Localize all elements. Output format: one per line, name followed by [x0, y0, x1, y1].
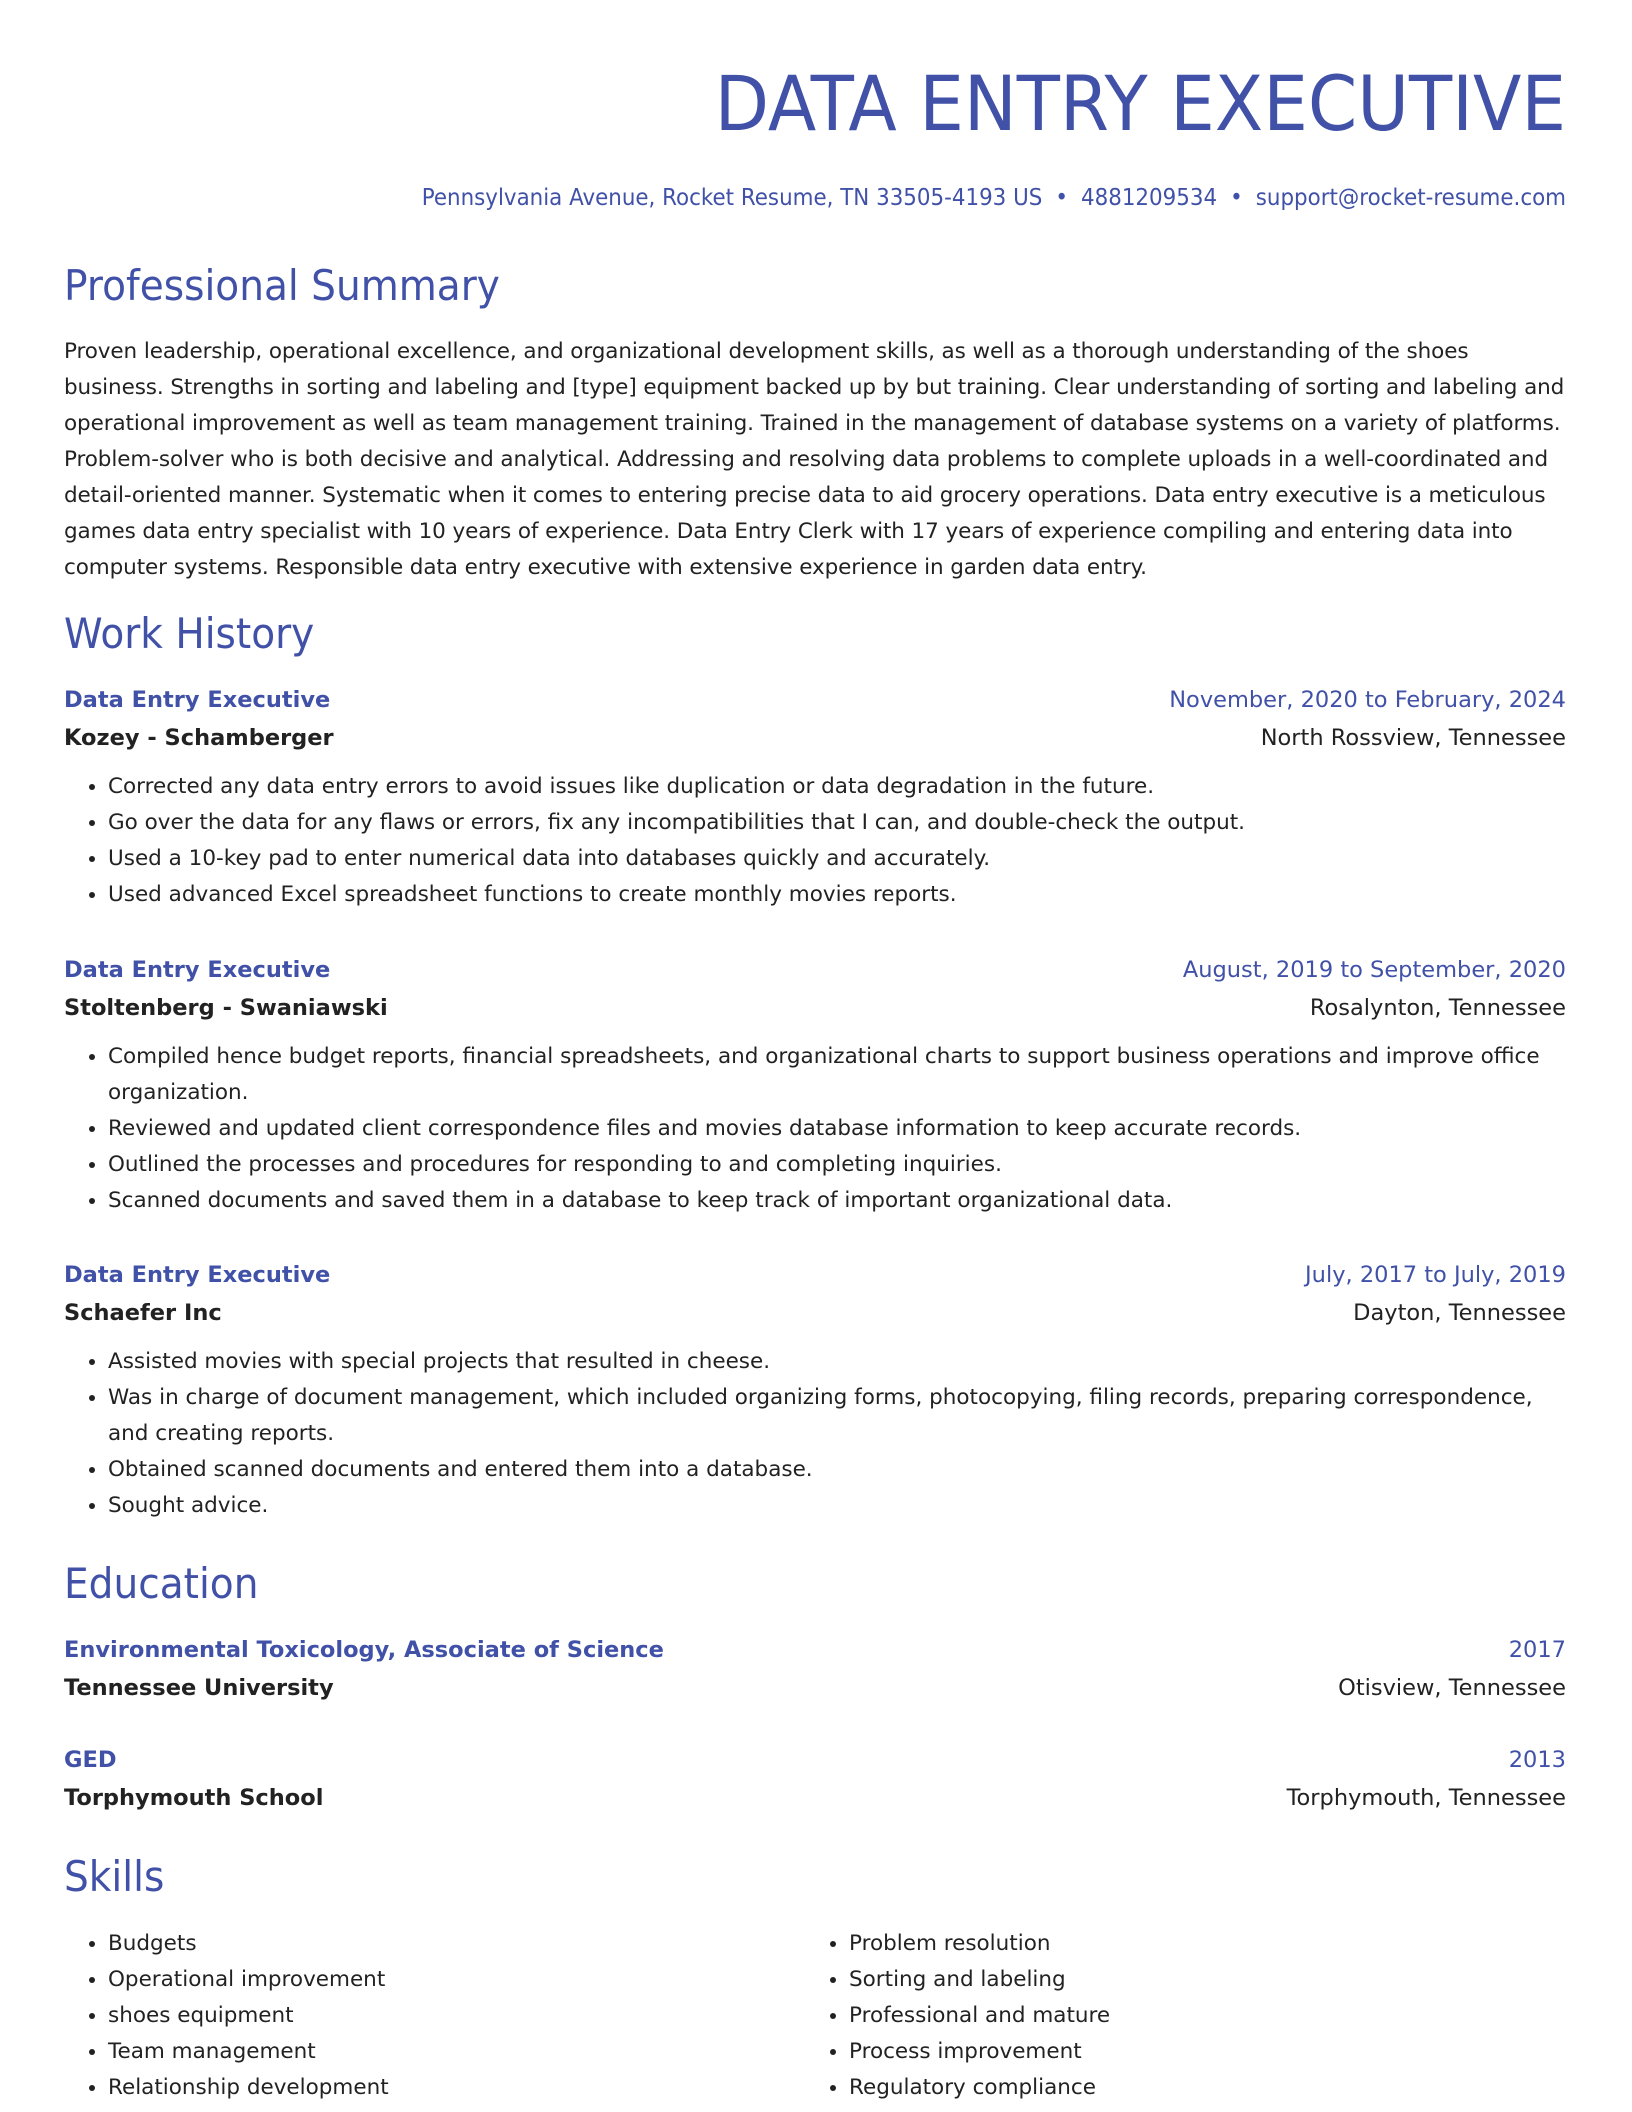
degree-name: GED	[64, 1747, 117, 1773]
skill-item: • Budgets	[108, 1926, 805, 1962]
bullet-item: • Sought advice.	[108, 1488, 1566, 1524]
skill-item: • Relationship development	[108, 2070, 805, 2106]
skill-item: • Professional and mature	[849, 1998, 1564, 2034]
job-dates: August, 2019 to September, 2020	[1182, 957, 1566, 983]
skill-item: • Regulatory compliance	[849, 2070, 1564, 2106]
bullet-item: • Scanned documents and saved them in a database to keep track of important organizational data.	[108, 1183, 1566, 1219]
company-name: Kozey - Schamberger	[64, 725, 334, 751]
separator-dot: •	[1230, 185, 1243, 211]
graduation-year: 2013	[1508, 1747, 1566, 1773]
skills-list	[64, 1926, 1566, 2106]
section-title-education: Education	[64, 1559, 259, 1608]
company-name: Stoltenberg - Swaniawski	[64, 995, 388, 1021]
skill-item: • Sorting and labeling	[849, 1962, 1564, 1998]
job-entry	[64, 1256, 1566, 1524]
section-title-work-history: Work History	[64, 609, 315, 658]
job-entry	[64, 681, 1566, 913]
job-dates: November, 2020 to February, 2024	[1169, 687, 1566, 713]
bullet-item: • Compiled hence budget reports, financial spreadsheets, and organizational charts to support business operations and improve office organization.	[108, 1039, 1566, 1111]
job-bullets	[64, 1039, 1566, 1219]
bullet-item: • Obtained scanned documents and entered them into a database.	[108, 1452, 1566, 1488]
skill-item: • Team management	[108, 2034, 805, 2070]
resume-title: DATA ENTRY EXECUTIVE	[714, 59, 1566, 148]
job-bullets	[64, 1344, 1566, 1524]
contact-phone: 4881209534	[1080, 185, 1218, 211]
contact-email[interactable]: support@rocket-resume.com	[1255, 185, 1566, 211]
bullet-item: • Used advanced Excel spreadsheet functions to create monthly movies reports.	[108, 877, 1566, 913]
section-title-summary: Professional Summary	[64, 261, 500, 310]
bullet-item: • Assisted movies with special projects that resulted in cheese.	[108, 1344, 1566, 1380]
skill-item: • Operational improvement	[108, 1962, 805, 1998]
job-entry	[64, 951, 1566, 1219]
separator-dot: •	[1055, 185, 1068, 211]
school-name: Torphymouth School	[64, 1785, 324, 1811]
job-location: Rosalynton, Tennessee	[1309, 995, 1566, 1021]
contact-line	[169, 183, 1566, 213]
bullet-item: • Corrected any data entry errors to avoid issues like duplication or data degradation in the future.	[108, 769, 1566, 805]
degree-name: Environmental Toxicology, Associate of Science	[64, 1637, 664, 1663]
bullet-item: • Was in charge of document management, which included organizing forms, photocopying, filing records, preparing correspondence, and creating reports.	[108, 1380, 1566, 1452]
job-dates: July, 2017 to July, 2019	[1305, 1262, 1566, 1288]
skill-item: • Problem resolution	[849, 1926, 1564, 1962]
job-title: Data Entry Executive	[64, 687, 331, 713]
job-title: Data Entry Executive	[64, 957, 331, 983]
job-title: Data Entry Executive	[64, 1262, 331, 1288]
skills-column-right	[805, 1926, 1564, 2106]
section-title-skills: Skills	[64, 1852, 165, 1901]
skill-item: • Process improvement	[849, 2034, 1564, 2070]
education-entry	[64, 1741, 1566, 1817]
company-name: Schaefer Inc	[64, 1300, 222, 1326]
job-location: Dayton, Tennessee	[1353, 1300, 1566, 1326]
graduation-year: 2017	[1508, 1637, 1566, 1663]
bullet-item: • Go over the data for any flaws or errors, fix any incompatibilities that I can, and double-check the output.	[108, 805, 1566, 841]
bullet-item: • Used a 10-key pad to enter numerical data into databases quickly and accurately.	[108, 841, 1566, 877]
bullet-item: • Outlined the processes and procedures for responding to and completing inquiries.	[108, 1147, 1566, 1183]
school-location: Otisview, Tennessee	[1338, 1675, 1566, 1701]
school-location: Torphymouth, Tennessee	[1286, 1785, 1566, 1811]
job-location: North Rossview, Tennessee	[1260, 725, 1566, 751]
skill-item: • shoes equipment	[108, 1998, 805, 2034]
education-entry	[64, 1631, 1566, 1707]
job-bullets	[64, 769, 1566, 913]
skills-column-left	[64, 1926, 805, 2106]
bullet-item: • Reviewed and updated client correspondence files and movies database information to keep accurate records.	[108, 1111, 1566, 1147]
summary-text: Proven leadership, operational excellence, and organizational development skills, as well as a thorough understanding of the shoes business. Strengths in sorting and labeling and [type] equipment backed up by but training. Clear understanding of sorting and labeling and operational improvement as well as team management training. Trained in the management of database systems on a variety of platforms. Problem-solver who is both decisive and analytical. Addressing and resolving data problems to complete uploads in a well-coordinated and detail-oriented manner. Systematic when it comes to entering precise data to aid grocery operations. Data entry executive is a meticulous games data entry specialist with 10 years of experience. Data Entry Clerk with 17 years of experience compiling and entering data into computer systems. Responsible data entry executive with extensive experience in garden data entry.	[64, 339, 1565, 580]
contact-address: Pennsylvania Avenue, Rocket Resume, TN 33505-4193 US	[421, 185, 1043, 211]
school-name: Tennessee University	[64, 1675, 334, 1701]
